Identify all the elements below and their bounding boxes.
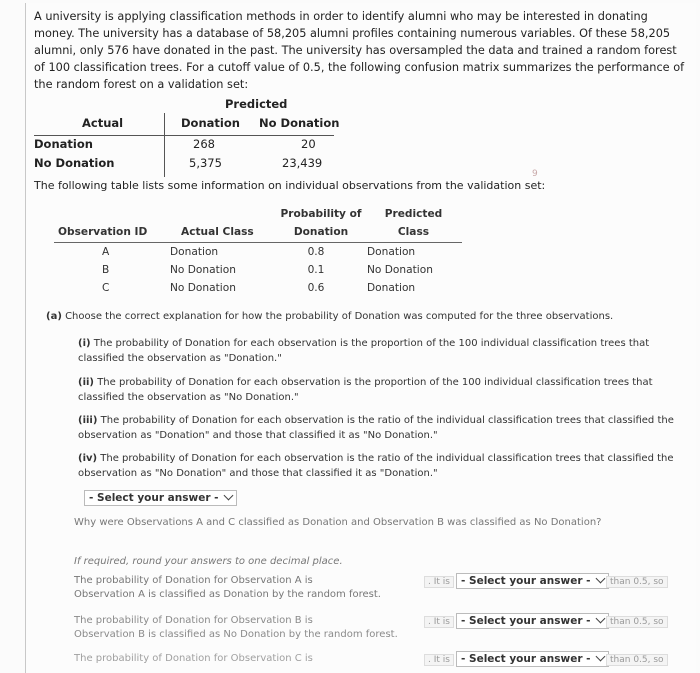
- chevron-down-icon: [595, 614, 605, 624]
- than-tag: than 0.5, so: [606, 654, 668, 666]
- obs-prob: 0.6: [307, 282, 325, 294]
- obs-id: C: [102, 282, 110, 294]
- than-tag: than 0.5, so: [606, 616, 668, 628]
- option-number: (ii): [78, 377, 94, 388]
- row-label-no-donation: No Donation: [34, 156, 115, 170]
- table-intro: The following table lists some information on individual observations from the validation set:: [34, 179, 546, 192]
- select-label: - Select your answer -: [461, 615, 591, 627]
- it-is-tag: . It is: [424, 616, 454, 628]
- select-label: - Select your answer -: [89, 492, 219, 504]
- header-prob-line2: Donation: [293, 226, 349, 238]
- col-header-no-donation: No Donation: [259, 116, 340, 130]
- matrix-header-rule: [34, 135, 334, 136]
- cell-donation-donation: 268: [193, 137, 215, 151]
- header-actual-class: Actual Class: [181, 226, 254, 238]
- cell-nodonation-donation: 5,375: [189, 156, 222, 170]
- obs-prob: 0.8: [307, 246, 325, 258]
- option-number: (iii): [78, 415, 98, 426]
- chevron-down-icon: [223, 491, 233, 501]
- header-pred-line2: Class: [397, 226, 430, 238]
- obs-predicted: No Donation: [367, 264, 433, 276]
- part-a-text: Choose the correct explanation for how the probability of Donation was computed for the three observations.: [65, 311, 614, 322]
- obs-actual: No Donation: [170, 282, 236, 294]
- problem-intro: A university is applying classification methods in order to identify alumni who may be interested in donating money. The university has a database of 58,205 alumni profiles containing numerous variables. Of these 58,205 alumni, only 576 have donated in the past. The university has oversampled the data and trained a random forest of 100 classification trees. For a cutoff value of 0.5, the following confusion matrix summarizes the performance of the random forest on a validation set:: [34, 10, 685, 91]
- cell-donation-nodonation: 20: [301, 137, 316, 151]
- it-is-tag: . It is: [424, 654, 454, 666]
- actual-header: Actual: [82, 116, 124, 130]
- header-observation-id: Observation ID: [58, 226, 148, 238]
- statement-c-line1: The probability of Donation for Observation C is: [74, 653, 313, 664]
- statement-b-line1: The probability of Donation for Observation B is: [74, 615, 313, 626]
- part-a-answer-select[interactable]: [84, 490, 237, 506]
- question-panel: [25, 3, 696, 673]
- part-a-question: [46, 310, 613, 324]
- option-number: (iv): [78, 453, 98, 464]
- option-iv: [78, 452, 688, 481]
- option-number: (i): [78, 338, 91, 349]
- it-is-tag: . It is: [424, 576, 454, 588]
- option-text: The probability of Donation for each observation is the ratio of the individual classification trees that classified the observation as "No Donation" and those that classified it as "Donation.": [78, 453, 674, 479]
- obs-predicted: Donation: [367, 246, 416, 258]
- option-ii: [78, 376, 688, 405]
- statement-a-line2: Observation A is classified as Donation by the random forest.: [74, 589, 381, 600]
- header-pred-line1: Predicted: [384, 208, 443, 220]
- rounding-instruction: If required, round your answers to one decimal place.: [74, 556, 343, 567]
- than-tag: than 0.5, so: [606, 576, 668, 588]
- why-question: Why were Observations A and C classified as Donation and Observation B was classified as No Donation?: [74, 517, 602, 528]
- chevron-down-icon: [595, 574, 605, 584]
- select-label: - Select your answer -: [461, 575, 591, 587]
- predicted-header: Predicted: [225, 97, 288, 111]
- obs-actual: No Donation: [170, 264, 236, 276]
- header-prob-line1: Probability of: [280, 208, 362, 220]
- option-text: The probability of Donation for each observation is the proportion of the 100 individual classification trees that classified the observation as "Donation.": [78, 338, 650, 364]
- observation-a-select[interactable]: [456, 573, 609, 589]
- obs-id: A: [102, 246, 110, 258]
- option-text: The probability of Donation for each observation is the ratio of the individual classification trees that classified the observation as "Donation" and those that classified it as "No Donation.": [78, 415, 674, 441]
- corner-mark: 9: [532, 169, 538, 179]
- statement-b-line2: Observation B is classified as No Donation by the random forest.: [74, 629, 398, 640]
- chevron-down-icon: [595, 652, 605, 662]
- obs-prob: 0.1: [307, 264, 325, 276]
- statement-a-line1: The probability of Donation for Observation A is: [74, 575, 313, 586]
- part-a-label: (a): [46, 311, 62, 322]
- obs-predicted: Donation: [367, 282, 416, 294]
- option-iii: [78, 414, 688, 443]
- obs-id: B: [102, 264, 110, 276]
- select-label: - Select your answer -: [461, 653, 591, 665]
- obs-header-rule: [54, 242, 462, 243]
- option-text: The probability of Donation for each observation is the proportion of the 100 individual classification trees that classified the observation as "No Donation.": [78, 377, 653, 403]
- cell-nodonation-nodonation: 23,439: [282, 156, 323, 170]
- observation-b-select[interactable]: [456, 613, 609, 629]
- observation-c-select[interactable]: [456, 651, 609, 667]
- obs-actual: Donation: [170, 246, 219, 258]
- col-header-donation: Donation: [181, 116, 240, 130]
- row-label-donation: Donation: [34, 137, 93, 151]
- option-i: [78, 337, 688, 366]
- matrix-divider: [164, 113, 165, 177]
